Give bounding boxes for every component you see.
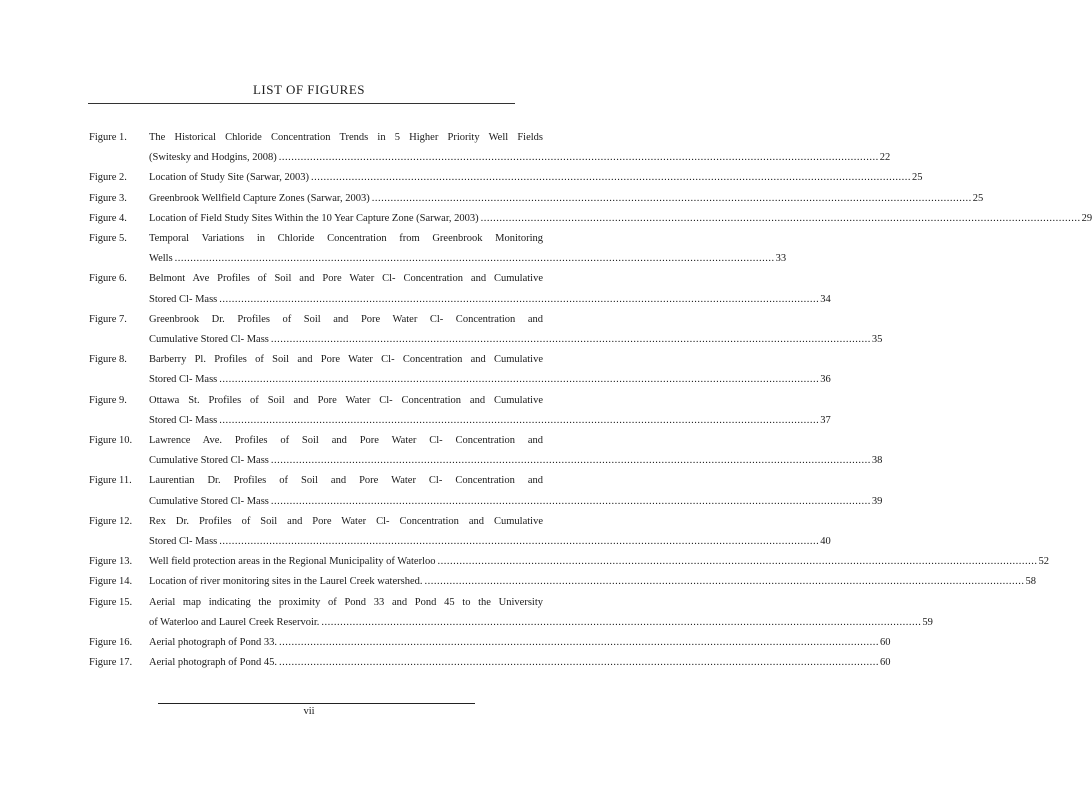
caption-line [149, 532, 831, 552]
figure-caption [149, 552, 1049, 572]
figure-caption [149, 593, 933, 633]
figure-page-number: 25 [972, 192, 984, 204]
figure-entry[interactable] [0, 572, 1036, 592]
page-title: LIST OF FIGURES [252, 82, 365, 97]
caption-line [149, 451, 883, 471]
figure-page-number: 33 [775, 253, 787, 265]
caption-text: Aerial map indicating the proximity of Pond 33 and Pond 45 to the University [149, 596, 543, 608]
caption-line [149, 168, 923, 188]
caption-line [149, 249, 787, 269]
caption-text: Laurentian Dr. Profiles of Soil and Pore Water Cl- Concentration and [149, 475, 543, 487]
caption-text: Greenbrook Wellfield Capture Zones (Sarwar, 2003) [149, 192, 370, 204]
figure-label: Figure 7. [89, 313, 127, 325]
figure-page-number: 37 [820, 414, 831, 426]
dot-leader [219, 290, 819, 310]
caption-text: Stored Cl- Mass [149, 374, 218, 386]
caption-text: (Switesky and Hodgins, 2008) [149, 152, 277, 164]
caption-line [149, 471, 543, 491]
caption-text: The Historical Chloride Concentration Trends in 5 Higher Priority Well Fields [149, 132, 543, 143]
caption-text: Barberry Pl. Profiles of Soil and Pore Water Cl- Concentration and Cumulative [149, 354, 543, 366]
figure-caption [149, 269, 831, 309]
caption-line [149, 189, 984, 209]
caption-text: Location of river monitoring sites in the Laurel Creek watershed. [149, 576, 423, 588]
figure-caption [149, 189, 984, 209]
figure-page-number: 29 [1081, 212, 1092, 224]
caption-text: Cumulative Stored Cl- Mass [149, 455, 269, 467]
figure-label: Figure 12. [89, 515, 133, 527]
figure-label: Figure 11. [89, 475, 132, 487]
caption-line [149, 269, 543, 289]
figure-entry[interactable] [0, 552, 1049, 572]
figure-label: Figure 4. [89, 212, 127, 224]
caption-text: Ottawa St. Profiles of Soil and Pore Water Cl- Concentration and Cumulative [149, 394, 543, 406]
figure-entry[interactable] [0, 633, 891, 653]
caption-text: Wells [149, 253, 173, 265]
caption-line [149, 148, 891, 168]
caption-text: Cumulative Stored Cl- Mass [149, 495, 269, 507]
caption-text: Aerial photograph of Pond 45. [149, 657, 278, 669]
dot-leader [279, 653, 879, 673]
caption-text: Aerial photograph of Pond 33. [149, 637, 278, 649]
figure-caption [149, 572, 1036, 592]
title-divider [88, 103, 515, 104]
caption-line [149, 350, 543, 370]
figure-page-number: 35 [871, 334, 883, 346]
caption-line [149, 310, 543, 330]
figure-entry[interactable] [0, 471, 883, 511]
caption-text: Location of Field Study Sites Within the 10 Year Capture Zone (Sarwar, 2003) [149, 212, 479, 224]
caption-line [149, 229, 543, 249]
dot-leader [271, 451, 871, 471]
caption-line [149, 613, 933, 633]
dot-leader [321, 613, 921, 633]
caption-line [149, 411, 831, 431]
caption-text: Cumulative Stored Cl- Mass [149, 334, 269, 346]
figure-page-number: 38 [871, 455, 883, 467]
caption-line [149, 552, 1049, 572]
caption-text: Lawrence Ave. Profiles of Soil and Pore Water Cl- Concentration and [149, 435, 543, 447]
figure-caption [149, 229, 787, 269]
figure-entry[interactable] [0, 209, 1092, 229]
figure-label: Figure 15. [89, 596, 133, 608]
figure-label: Figure 17. [89, 657, 133, 669]
figure-caption [149, 168, 923, 188]
figure-label: Figure 9. [89, 394, 127, 406]
figure-label: Figure 2. [89, 172, 127, 184]
figure-page-number: 39 [871, 495, 883, 507]
figure-label: Figure 14. [89, 576, 133, 588]
figure-page-number: 40 [820, 536, 831, 548]
figure-page-number: 36 [820, 374, 831, 386]
figure-label: Figure 3. [89, 192, 127, 204]
figure-label: Figure 8. [89, 354, 127, 366]
figure-caption [149, 209, 1092, 229]
dot-leader [279, 148, 879, 168]
figure-entry[interactable] [0, 350, 831, 390]
figure-label: Figure 1. [89, 132, 127, 143]
caption-line [149, 330, 883, 350]
dot-leader [219, 370, 819, 390]
dot-leader [425, 572, 1025, 592]
dot-leader [175, 249, 775, 269]
caption-line [149, 128, 543, 148]
figure-entry[interactable] [0, 653, 891, 673]
footer-divider [158, 703, 475, 704]
figure-list [0, 128, 1092, 673]
caption-line [149, 572, 1036, 592]
dot-leader [438, 552, 1038, 572]
dot-leader [481, 209, 1081, 229]
figure-label: Figure 5. [89, 233, 127, 245]
dot-leader [311, 168, 911, 188]
caption-line [149, 633, 891, 653]
caption-line [149, 391, 543, 411]
dot-leader [279, 633, 879, 653]
dot-leader [372, 189, 972, 209]
caption-text: Location of Study Site (Sarwar, 2003) [149, 172, 309, 184]
figure-entry[interactable] [0, 128, 891, 168]
caption-line [149, 370, 831, 390]
figure-entry[interactable] [0, 310, 883, 350]
figure-entry[interactable] [0, 229, 787, 269]
caption-text: Rex Dr. Profiles of Soil and Pore Water Cl- Concentration and Cumulative [149, 515, 543, 527]
caption-line [149, 431, 543, 451]
caption-line [149, 593, 543, 613]
caption-line [149, 653, 891, 673]
caption-text: Temporal Variations in Chloride Concentration from Greenbrook Monitoring [149, 233, 543, 245]
figure-page-number: 60 [880, 637, 891, 649]
figure-label: Figure 10. [89, 435, 133, 447]
figure-page-number: 34 [820, 293, 831, 305]
figure-entry[interactable] [0, 512, 831, 552]
dot-leader [271, 492, 871, 512]
caption-text: Stored Cl- Mass [149, 414, 218, 426]
figure-page-number: 59 [922, 616, 933, 628]
caption-text: Well field protection areas in the Regional Municipality of Waterloo [149, 556, 436, 568]
figure-page-number: 60 [880, 657, 891, 669]
figure-entry[interactable] [0, 189, 984, 209]
figure-caption [149, 128, 891, 168]
figure-page-number: 22 [879, 152, 891, 164]
dot-leader [271, 330, 871, 350]
figure-caption [149, 653, 891, 673]
caption-text: Greenbrook Dr. Profiles of Soil and Pore Water Cl- Concentration and [149, 313, 543, 325]
figure-page-number: 52 [1038, 556, 1049, 568]
figure-caption [149, 633, 891, 653]
figure-entry[interactable] [0, 269, 831, 309]
figure-caption [149, 512, 831, 552]
figure-entry[interactable] [0, 168, 923, 188]
figure-label: Figure 6. [89, 273, 127, 285]
figure-entry[interactable] [0, 593, 933, 633]
figure-caption [149, 310, 883, 350]
figure-caption [149, 471, 883, 511]
caption-line [149, 512, 543, 532]
figure-caption [149, 391, 831, 431]
dot-leader [219, 411, 819, 431]
figure-entry[interactable] [0, 431, 883, 471]
figure-entry[interactable] [0, 391, 831, 431]
page-number: vii [303, 706, 315, 717]
figure-page-number: 58 [1025, 576, 1036, 588]
figure-label: Figure 13. [89, 556, 133, 568]
caption-text: of Waterloo and Laurel Creek Reservoir. [149, 616, 320, 628]
dot-leader [219, 532, 819, 552]
caption-text: Stored Cl- Mass [149, 293, 218, 305]
caption-line [149, 209, 1092, 229]
figure-page-number: 25 [911, 172, 923, 184]
figure-label: Figure 16. [89, 637, 133, 649]
figure-caption [149, 431, 883, 471]
caption-text: Belmont Ave Profiles of Soil and Pore Water Cl- Concentration and Cumulative [149, 273, 543, 285]
figure-caption [149, 350, 831, 390]
caption-text: Stored Cl- Mass [149, 536, 218, 548]
caption-line [149, 290, 831, 310]
caption-line [149, 492, 883, 512]
